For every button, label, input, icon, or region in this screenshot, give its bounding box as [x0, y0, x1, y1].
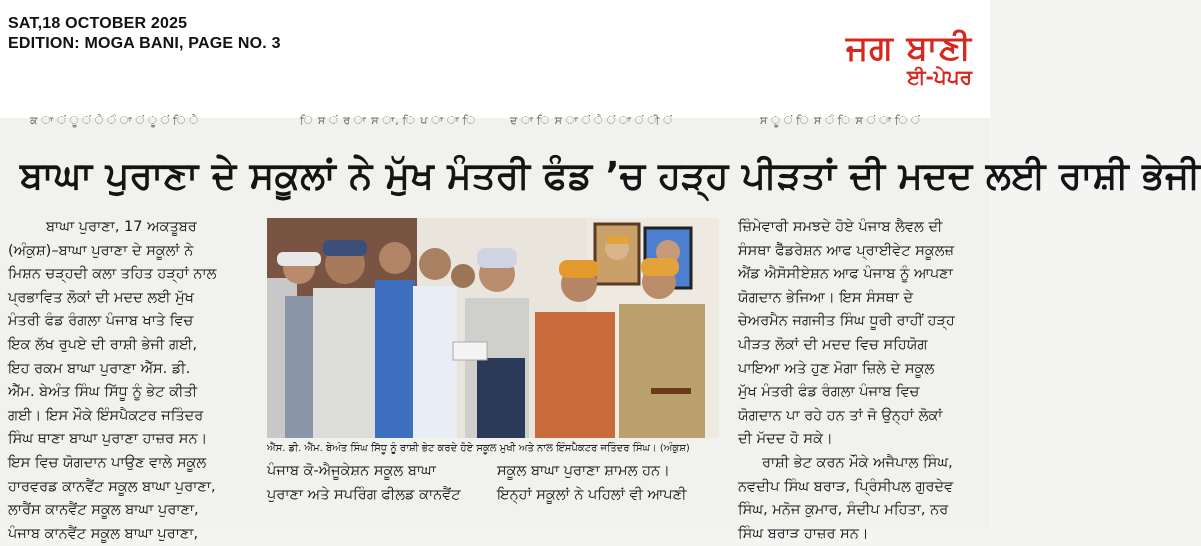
paragraph-line: ਮਿਸ਼ਨ ਚੜ੍ਹਦੀ ਕਲਾ ਤਹਿਤ ਹੜ੍ਹਾਂ ਨਾਲ	[8, 266, 217, 283]
paragraph-line: (ਅੰਕੁਸ਼)–ਬਾਘਾ ਪੁਰਾਣਾ ਦੇ ਸਕੂਲਾਂ ਨੇ	[8, 242, 194, 259]
paragraph-line: ਰਾਸ਼ੀ ਭੇਟ ਕਰਨ ਮੌਕੇ ਅਜੈਪਾਲ ਸਿੰਘ,	[762, 454, 953, 471]
article-column-left	[8, 216, 260, 546]
paragraph-line: ਪੰਜਾਬ ਕੋ-ਐਜੂਕੇਸ਼ਨ ਸਕੂਲ ਬਾਘਾ	[267, 463, 436, 479]
paragraph-line: ਇਹ ਰਕਮ ਬਾਘਾ ਪੁਰਾਣਾ ਐੱਸ. ਡੀ.	[8, 360, 191, 377]
clipped-text-line: ਕ ਾ ਂ ੂ ਂ ੇ ੰ ਾ ਂ ੂ ਂ ਿ ੇ ਿ ਸ ਂ ਰ ਾ ਸ ਾ, ਿ ਪ ਾ ਾ ਿ ਦ ਾ ਿ ਸ ਾ ਂ ੇ ਂ ਾ ਂ ੀ ਂ ਸ ੂ ਂ ਿ ਸ ੰ ਿ ਸ ਂ ਾ ਿ ਂ	[30, 114, 921, 127]
paragraph-line: ਪਾਇਆ ਅਤੇ ਹੁਣ ਮੋਗਾ ਜ਼ਿਲੇ ਦੇ ਸਕੂਲ	[738, 360, 935, 377]
group-photo-illustration	[267, 218, 719, 438]
paragraph-line: ਇਨ੍ਹਾਂ ਸਕੂਲਾਂ ਨੇ ਪਹਿਲਾਂ ਵੀ ਆਪਣੀ	[497, 486, 687, 503]
paragraph-line: ਬਾਘਾ ਪੁਰਾਣਾ, 17 ਅਕਤੂਬਰ	[46, 219, 197, 235]
paragraph-line: ਚੇਅਰਮੈਨ ਜਗਜੀਤ ਸਿੰਘ ਧੂਰੀ ਰਾਹੀਂ ਹੜ੍ਹ	[738, 313, 955, 330]
paragraph-line: ਦੀ ਮੱਦਦ ਹੋ ਸਕੇ।	[738, 431, 833, 448]
paragraph-line: ਸਿੰਘ ਥਾਣਾ ਬਾਘਾ ਪੁਰਾਣਾ ਹਾਜ਼ਰ ਸਨ।	[8, 431, 208, 448]
paragraph-line: ਪੀੜਤ ਲੋਕਾਂ ਦੀ ਮਦਦ ਵਿਚ ਸਹਿਯੋਗ	[738, 336, 928, 353]
article-photo	[267, 218, 719, 438]
article-column-middle-right	[497, 460, 719, 507]
paragraph-line: ਯੋਗਦਾਨ ਭੇਜਿਆ। ਇਸ ਸੰਸਥਾ ਦੇ	[738, 289, 914, 306]
photo-caption: ਐੱਸ. ਡੀ. ਐੱਮ. ਬੇਅੰਤ ਸਿੰਘ ਸਿੱਧੂ ਨੂੰ ਰਾਸ਼ੀ ਭੇਟ ਕਰਦੇ ਹੋਏ ਸਕੂਲ ਮੁਖੀ ਅਤੇ ਨਾਲ ਇੰਸਪੈਕਟਰ ਜਤਿੰਦਰ ਸਿੰਘ। (ਅੰਕੁਸ਼)	[267, 443, 690, 454]
paragraph-line: ਪ੍ਰਭਾਵਿਤ ਲੋਕਾਂ ਦੀ ਮਦਦ ਲਈ ਮੁੱਖ	[8, 289, 194, 306]
paragraph-line: ਇਸ ਵਿਚ ਯੋਗਦਾਨ ਪਾਉਣ ਵਾਲੇ ਸਕੂਲ	[8, 454, 207, 471]
article-column-right	[738, 216, 982, 546]
paragraph-line: ਹਾਰਵਰਡ ਕਾਨਵੈਂਟ ਸਕੂਲ ਬਾਘਾ ਪੁਰਾਣਾ,	[8, 478, 216, 495]
paragraph-line: ਨਵਦੀਪ ਸਿੰਘ ਬਰਾੜ, ਪ੍ਰਿੰਸੀਪਲ ਗੁਰਦੇਵ	[738, 478, 954, 495]
paragraph-line: ਸਿੰਘ, ਮਨੋਜ ਕੁਮਾਰ, ਸੰਦੀਪ ਮਹਿਤਾ, ਨਰ	[738, 502, 949, 519]
paragraph-line: ਐਂਡ ਐਸੋਸੀਏਸ਼ਨ ਆਫ ਪੰਜਾਬ ਨੂੰ ਆਪਣਾ	[738, 266, 953, 283]
paragraph-line: ਪੰਜਾਬ ਕਾਨਵੈਂਟ ਸਕੂਲ ਬਾਘਾ ਪੁਰਾਣਾ,	[8, 525, 199, 542]
paragraph-line: ਇਕ ਲੱਖ ਰੁਪਏ ਦੀ ਰਾਸ਼ੀ ਭੇਜੀ ਗਈ,	[8, 336, 198, 353]
paragraph-line: ਸੰਸਥਾ ਫੈੱਡਰੇਸ਼ਨ ਆਫ ਪ੍ਰਾਈਵੇਟ ਸਕੂਲਜ਼	[738, 242, 955, 259]
paragraph-line: ਯੋਗਦਾਨ ਪਾ ਰਹੇ ਹਨ ਤਾਂ ਜੋ ਉਨ੍ਹਾਂ ਲੋਕਾਂ	[738, 407, 943, 424]
paragraph-line: ਮੰਤਰੀ ਫੰਡ ਰੰਗਲਾ ਪੰਜਾਬ ਖਾਤੇ ਵਿਚ	[8, 313, 194, 330]
article-column-middle-left	[267, 460, 489, 507]
edition-label: EDITION: MOGA BANI, PAGE NO. 3	[8, 35, 281, 52]
epaper-header	[0, 0, 990, 118]
paragraph-line: ਸਕੂਲ ਬਾਘਾ ਪੁਰਾਣਾ ਸ਼ਾਮਲ ਹਨ।	[497, 463, 670, 479]
logo-subtitle: ਈ-ਪੇਪਰ	[906, 65, 972, 89]
paragraph-line: ਪੁਰਾਣਾ ਅਤੇ ਸਪਰਿੰਗ ਫੀਲਡ ਕਾਨਵੈਂਟ	[267, 486, 461, 503]
article-headline: ਬਾਘਾ ਪੁਰਾਣਾ ਦੇ ਸਕੂਲਾਂ ਨੇ ਮੁੱਖ ਮੰਤਰੀ ਫੰਡ ’ਚ ਹੜ੍ਹ ਪੀੜਤਾਂ ਦੀ ਮਦਦ ਲਈ ਰਾਸ਼ੀ ਭੇਜੀ	[20, 154, 1201, 197]
paragraph-line: ਲਾਰੈਂਸ ਕਾਨਵੈਂਟ ਸਕੂਲ ਬਾਘਾ ਪੁਰਾਣਾ,	[8, 502, 199, 519]
paragraph-line: ਜ਼ਿੰਮੇਵਾਰੀ ਸਮਝਦੇ ਹੋਏ ਪੰਜਾਬ ਲੈਵਲ ਦੀ	[738, 219, 943, 235]
paragraph-line: ਮੁੱਖ ਮੰਤਰੀ ਫੰਡ ਰੰਗਲਾ ਪੰਜਾਬ ਵਿਚ	[738, 384, 920, 401]
paragraph-line: ਐੱਮ. ਬੇਅੰਤ ਸਿੰਘ ਸਿੱਧੂ ਨੂੰ ਭੇਟ ਕੀਤੀ	[8, 384, 198, 401]
paragraph-line: ਸਿੰਘ ਬਰਾੜ ਹਾਜ਼ਰ ਸਨ।	[738, 525, 869, 542]
newspaper-page	[0, 114, 1201, 542]
newspaper-logo[interactable]	[846, 30, 972, 88]
paragraph-line: ਗਈ। ਇਸ ਮੌਕੇ ਇੰਸਪੈਕਟਰ ਜਤਿੰਦਰ	[8, 407, 204, 424]
logo-title: ਜਗ ਬਾਣੀ	[845, 28, 972, 68]
issue-date: SAT,18 OCTOBER 2025	[8, 15, 188, 32]
